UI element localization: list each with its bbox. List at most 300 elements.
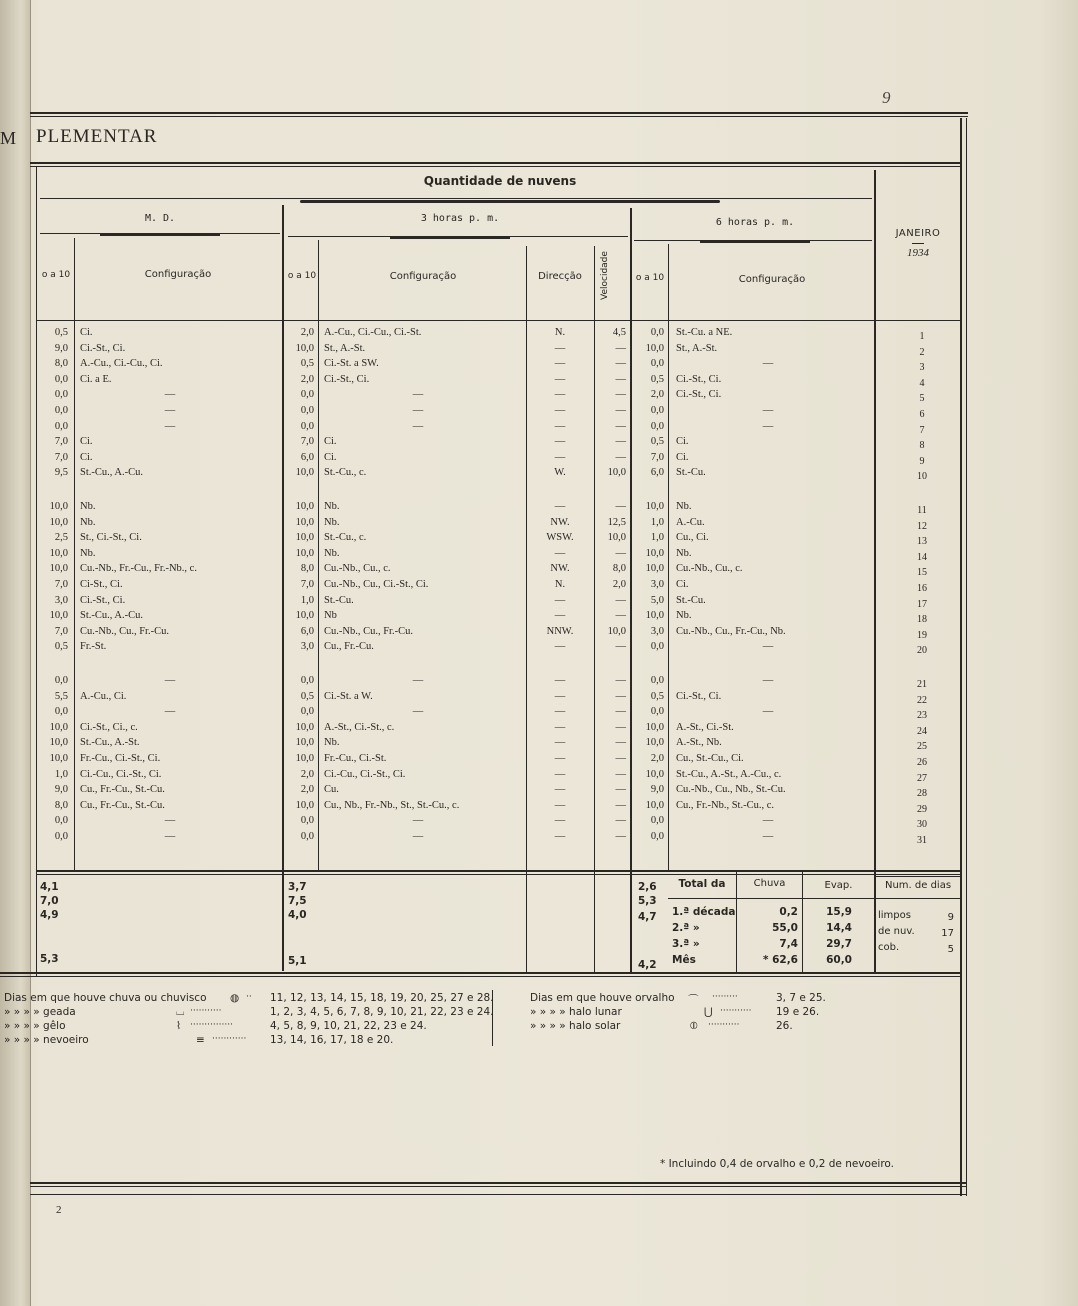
h3-config: St.-Cu. [324,594,354,606]
h6-config: A.-Cu. [676,516,705,528]
table-row [0,609,960,626]
h6-config: Ci.-St., Ci. [676,373,722,385]
h3-direction: — [554,831,566,842]
numdias-label: Num. de dias [884,880,952,891]
md-config: Cu., Fr.-Cu., St.-Cu. [80,784,165,796]
h3-amount: 8,0 [300,563,314,575]
day-number: 29 [917,803,927,815]
total-header-rule [668,898,874,899]
h3-speed: — [615,373,626,385]
chuva-value: 0,2 [779,906,798,918]
section-heading: Quantidade de nuvens [423,174,577,188]
md-config: Ci. [80,327,93,338]
h3-direction: — [554,690,566,702]
h3-swell [390,237,510,239]
h3-amount: 1,0 [300,594,314,606]
day-number: 6 [919,409,925,420]
decade-label: Mês [672,954,696,966]
legend-label: Dias em que houve orvalho [530,992,675,1004]
h3-config: — [412,706,424,718]
table-row [0,516,960,530]
evap-value: 29,7 [826,938,852,950]
day-number: 15 [917,567,927,579]
table-row [0,690,960,704]
table-row [0,768,960,782]
md-config: Cu.-Nb., Cu., Fr.-Cu. [80,625,169,637]
numdias-row-label: limpos [878,910,911,921]
legend-days: 1, 2, 3, 4, 5, 6, 7, 8, 9, 10, 21, 22, 23 e 24. [270,1006,494,1018]
top-rule [30,112,968,114]
h3-direction: — [554,768,566,780]
h3-direction: — [554,547,566,559]
md-config: St., Ci.-St., Ci. [80,532,142,544]
evap-label: Evap. [824,880,853,891]
h6-config: Nb. [676,501,692,512]
h3-amount: 6,0 [300,451,314,463]
h3-config: — [412,389,424,401]
h3-amount: 7,0 [300,579,314,590]
decade-label: 2.ª » [672,922,700,934]
numdias-row-label: cob. [878,942,900,953]
md-config: St.-Cu., A.-Cu. [80,467,144,479]
h6-amount: 2,0 [650,753,664,764]
h6-config: Ci.-St., Ci. [676,389,722,401]
md-config: — [164,815,176,827]
heading-rule [40,198,872,199]
h3-amount: 10,0 [295,753,314,764]
day-number: 4 [919,377,925,389]
col-h3-scale: o a 10 [287,271,317,281]
h6-config: Ci.-St., Ci. [676,690,722,702]
md-config: Cu.-Nb., Fr.-Cu., Fr.-Nb., c. [80,563,197,575]
table-row [0,799,960,813]
h3-speed: — [615,547,626,559]
day-number: 7 [919,424,925,436]
col-md-config: Configuração [144,269,212,280]
md-amount: 8,0 [54,799,68,811]
h3-amount: 2,0 [300,327,314,338]
h3-speed: 12,5 [607,516,626,528]
h3-amount: 0,0 [300,389,314,401]
h3-direction: — [554,594,566,606]
day-number: 12 [917,520,927,532]
h6-amount: 3,0 [650,579,664,590]
day-number: 25 [917,741,927,753]
bottom-rule-thin [30,1186,966,1187]
left-margin-glyph: M [0,128,17,148]
h6-amount: 10,0 [645,768,664,780]
h6-amount: 10,0 [645,799,664,811]
h3-speed: — [615,768,626,780]
h3-dec1: 3,7 [288,881,307,893]
chuva-label: Chuva [753,878,786,889]
h6-config: Nb. [676,547,692,559]
h6-config: — [762,675,774,686]
h3-direction: — [554,373,566,385]
h3-speed: — [615,389,626,401]
h3-direction: — [554,405,566,416]
col-h3-config: Configuração [389,271,457,282]
h6-config: — [762,641,774,653]
h3-config: — [412,675,424,686]
legend-symbol-icon: ⌴ [176,1006,185,1018]
chuva-value: 55,0 [772,922,798,934]
md-dec2: 7,0 [40,895,59,907]
table-row [0,736,960,753]
evap-value: 60,0 [826,954,852,966]
day-number: 8 [919,440,925,452]
h6-amount: 0,5 [650,436,664,448]
md-config: St.-Cu., A.-Cu. [80,610,144,622]
h3-speed: 10,0 [607,532,626,544]
summary-top-rule [36,870,960,872]
top-rule-thin [30,116,968,117]
md-config: Nb. [80,547,96,559]
h3-amount: 10,0 [295,547,314,559]
md-config: Ci.-St., Ci. [80,342,126,354]
day-number: 11 [917,505,927,516]
h3-config: — [412,420,424,432]
h3-direction: — [554,721,566,733]
day-number: 31 [917,835,927,846]
col-h6-scale: o a 10 [635,273,665,283]
h3-speed: — [615,706,626,718]
md-config: Cu., Fr.-Cu., St.-Cu. [80,799,165,811]
h6-config: Ci. [676,451,689,463]
md-amount: 0,0 [54,420,68,432]
md-amount: 10,0 [49,547,68,559]
h6-config: Ci. [676,579,689,590]
legend-leader: ··········· [720,1006,752,1016]
h6-config: A.-St., Ci.-St. [676,721,734,733]
md-amount: 2,5 [54,532,68,544]
h3-amount: 2,0 [300,768,314,780]
h6-amount: 1,0 [650,532,664,544]
h6-amount: 0,0 [650,358,664,370]
h3-speed: — [615,501,626,512]
h3-speed: — [615,641,626,653]
legend-leader: ··········· [190,1006,222,1016]
h3-speed: — [615,784,626,796]
table-row [0,830,960,844]
day-number: 18 [917,614,927,626]
h3-direction: — [554,451,566,463]
h3-config: Cu. [324,784,339,796]
legend-label: » » » » nevoeiro [4,1034,89,1046]
table-row [0,326,960,340]
h6-amount: 7,0 [650,451,664,463]
h6-amount: 10,0 [645,737,664,749]
legend-label: » » » » halo solar [530,1020,621,1032]
md-amount: 10,0 [49,563,68,575]
h3-amount: 6,0 [300,625,314,637]
md-amount: 9,0 [54,784,68,796]
h3-config: Fr.-Cu., Ci.-St. [324,753,387,764]
h3-amount: 0,0 [300,420,314,432]
h6-amount: 10,0 [645,547,664,559]
day-number: 1 [919,331,925,342]
h3-amount: 0,0 [300,675,314,686]
md-config: — [164,706,176,718]
h6-amount: 2,0 [650,389,664,401]
legend-days: 3, 7 e 25. [776,992,826,1004]
md-config: A.-Cu., Ci. [80,690,127,702]
h6-amount: 0,5 [650,373,664,385]
md-amount: 10,0 [49,753,68,764]
md-amount: 7,0 [54,579,68,590]
legend-label: » » » » geada [4,1006,76,1018]
h6-config: Cu.-Nb., Cu., Fr.-Cu., Nb. [676,625,786,637]
h3-speed: — [615,737,626,749]
numdias-row-value: 5 [947,944,954,955]
h3-direction: — [554,815,566,827]
title-rule-thin [30,166,960,167]
h3-direction: NW. [550,563,570,575]
h3-config: Nb. [324,516,340,528]
numdias-row-value: 9 [947,912,954,923]
numdias-rule [876,898,960,899]
h6-amount: 10,0 [645,721,664,733]
col-h6-config: Configuração [738,274,806,285]
h6-dec3: 4,7 [638,911,657,923]
md-amount: 8,0 [54,358,68,370]
table-row [0,388,960,405]
total-label: Total da [678,878,726,890]
h6-amount: 0,0 [650,815,664,827]
col-h3-speed: Velocidade [600,251,610,300]
legend-symbol-icon: ◍ [230,992,240,1004]
month-dash [912,243,924,244]
table-row [0,373,960,387]
legend-symbol-icon: ⌇ [176,1020,182,1032]
table-row [0,705,960,722]
h3-month: 5,1 [288,955,307,967]
h6-amount: 0,0 [650,420,664,432]
md-config: Ci-St., Ci. [80,579,123,590]
table-row [0,640,960,657]
h3-config: Ci.-St. a SW. [324,358,379,370]
h3-config: Cu., Fr.-Cu. [324,641,374,653]
h6-config: Nb. [676,610,692,622]
h3-config: — [412,405,424,416]
bottom-rule-2 [30,1194,966,1195]
h6-config: Cu.-Nb., Cu., Nb., St.-Cu. [676,784,786,796]
day-number: 19 [917,629,927,641]
h6-amount: 10,0 [645,501,664,512]
table-row [0,783,960,800]
h6-config: Ci. [676,436,689,448]
h3-speed: — [615,342,626,354]
day-number: 2 [919,346,925,358]
md-amount: 7,0 [54,436,68,448]
md-config: Nb. [80,516,96,528]
day-number: 30 [917,819,927,831]
h3-speed: — [615,799,626,811]
page-number: 9 [882,88,891,107]
md-amount: 10,0 [49,737,68,749]
legend-days: 19 e 26. [776,1006,820,1018]
h6-amount: 5,0 [650,594,664,606]
h3-speed: — [615,675,626,686]
h3-config: Ci.-St., Ci. [324,373,370,385]
legend-days: 13, 14, 16, 17, 18 e 20. [270,1034,394,1046]
md-config: A.-Cu., Ci.-Cu., Ci. [80,358,163,370]
h6-config: Cu., St.-Cu., Ci. [676,753,744,764]
day-number: 21 [917,679,927,690]
h3-speed: 10,0 [607,625,626,637]
h6-config: — [762,831,774,842]
h3-direction: — [554,436,566,448]
md-config: Ci.-St., Ci. [80,594,126,606]
h3-amount: 7,0 [300,436,314,448]
day-number: 22 [917,694,927,706]
h3-amount: 0,0 [300,405,314,416]
h3-config: Nb [324,610,337,622]
h3-speed: — [615,610,626,622]
h3-direction: — [554,753,566,764]
h3-direction: — [554,641,566,653]
h3-direction: NNW. [546,625,574,637]
h3-config: St.-Cu., c. [324,532,367,544]
h3-speed: — [615,451,626,463]
h3-amount: 3,0 [300,641,314,653]
legend-leader: ··········· [708,1020,740,1030]
md-amount: 0,5 [54,327,68,338]
h3-direction: N. [554,327,566,338]
md-amount: 9,0 [54,342,68,354]
h6-config: Cu., Ci. [676,532,709,544]
header-bottom-rule [36,320,960,321]
h6-config: St.-Cu. a NE. [676,327,733,338]
month-year: 1934 [907,247,929,259]
table-row [0,721,960,735]
h3-speed: — [615,420,626,432]
title-rule [30,162,960,164]
md-amount: 10,0 [49,610,68,622]
heading-swell [300,200,720,203]
legend-leader: ·· [246,992,252,1002]
day-number: 13 [917,536,927,548]
h3-config: Nb. [324,547,340,559]
md-config: Fr.-Cu., Ci.-St., Ci. [80,753,161,764]
table-row [0,404,960,418]
table-row [0,594,960,608]
month-name: JANEIRO [895,228,941,239]
md-amount: 10,0 [49,501,68,512]
day-number: 14 [917,551,927,563]
h3-direction: — [554,610,566,622]
summary-top-rule-thin [36,874,960,875]
md-amount: 7,0 [54,451,68,463]
title-tail: PLEMENTAR [36,126,158,147]
h6-month: 4,2 [638,959,657,971]
h3-direction: — [554,737,566,749]
h6-amount: 6,0 [650,467,664,479]
h3-amount: 2,0 [300,784,314,796]
day-number: 5 [919,393,925,405]
footnote: * Incluindo 0,4 de orvalho e 0,2 de nevoeiro. [660,1158,894,1170]
md-config: Ci.-Cu., Ci.-St., Ci. [80,768,162,780]
day-number: 20 [917,645,927,657]
h3-amount: 10,0 [295,721,314,733]
h3-amount: 10,0 [295,516,314,528]
h6-amount: 0,0 [650,405,664,416]
evap-value: 15,9 [826,906,852,918]
h6-config: St.-Cu. [676,594,706,606]
h6-amount: 0,0 [650,831,664,842]
md-dec1: 4,1 [40,881,59,893]
md-config: St.-Cu., A.-St. [80,737,140,749]
md-config: — [164,675,176,686]
day-number: 16 [917,583,927,594]
legend-label: » » » » halo lunar [530,1006,622,1018]
table-row [0,342,960,356]
h3-amount: 0,5 [300,358,314,370]
bottom-page-number: 2 [56,1204,62,1216]
h6-config: — [762,706,774,718]
h3-direction: — [554,706,566,718]
legend-leader: ··············· [190,1020,233,1030]
h3-config: Ci.-Cu., Ci.-St., Ci. [324,768,406,780]
h3-amount: 0,0 [300,831,314,842]
md-month: 5,3 [40,953,59,965]
h6-config: Cu.-Nb., Cu., c. [676,563,743,575]
h6-config: Cu., Fr.-Nb., St.-Cu., c. [676,799,775,811]
h3-config: Cu., Nb., Fr.-Nb., St., St.-Cu., c. [324,799,460,811]
h6-amount: 0,0 [650,675,664,686]
h3-amount: 2,0 [300,373,314,385]
h3-amount: 10,0 [295,610,314,622]
table-row [0,531,960,548]
h6-config: A.-St., Nb. [676,737,722,749]
h6-amount: 1,0 [650,516,664,528]
h3-config: Cu.-Nb., Cu., Ci.-St., Ci. [324,579,429,590]
h3-speed: 2,0 [612,579,626,590]
h6-dec2: 5,3 [638,895,657,907]
md-config: — [164,405,176,416]
legend-days: 4, 5, 8, 9, 10, 21, 22, 23 e 24. [270,1020,427,1032]
h3-speed: — [615,405,626,416]
h6-config: — [762,405,774,416]
h3-direction: — [554,358,566,370]
h6-amount: 10,0 [645,563,664,575]
day-number: 24 [917,725,927,737]
h6-amount: 10,0 [645,342,664,354]
md-amount: 0,0 [54,405,68,416]
decade-label: 1.ª década [672,906,736,918]
right-border [960,118,962,1196]
col-md-scale: o a 10 [41,270,71,280]
h3-config: — [412,815,424,827]
h6-amount: 0,0 [650,327,664,338]
h6-amount: 9,0 [650,784,664,796]
md-config: Ci. a E. [80,373,112,385]
day-number: 9 [919,455,925,467]
table-row [0,578,960,592]
h3-speed: 10,0 [607,467,626,479]
right-border-thin [966,118,967,1196]
md-amount: 0,5 [54,641,68,653]
h6-config: St.-Cu., A.-St., A.-Cu., c. [676,768,782,780]
h3-direction: WSW. [546,532,574,544]
h3-config: Nb. [324,737,340,749]
md-amount: 3,0 [54,594,68,606]
h3-amount: 10,0 [295,342,314,354]
h3-speed: 8,0 [612,563,626,575]
h3-speed: — [615,594,626,606]
h3-direction: — [554,342,566,354]
md-amount: 0,0 [54,815,68,827]
